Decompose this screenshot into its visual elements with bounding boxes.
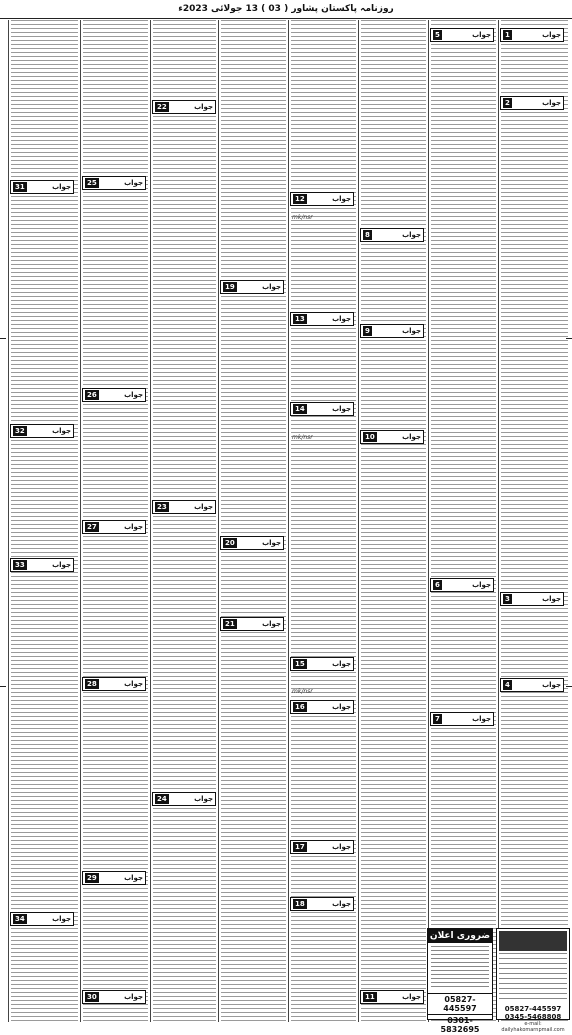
question-number: 32 — [15, 427, 25, 435]
question-box — [82, 176, 146, 190]
question-box — [152, 500, 216, 514]
margin-tick — [566, 686, 572, 687]
question-label: جواب — [194, 503, 213, 511]
question-box — [360, 430, 424, 444]
question-label: جواب — [402, 327, 421, 335]
question-label: جواب — [262, 539, 281, 547]
question-number: 15 — [295, 660, 305, 668]
question-box — [360, 990, 424, 1004]
question-number: 25 — [87, 179, 97, 187]
ad-phone-2: 0301-5832695 — [428, 1014, 492, 1035]
ad-body — [431, 946, 489, 990]
question-label: جواب — [124, 680, 143, 688]
question-label: جواب — [472, 581, 491, 589]
question-label: جواب — [194, 103, 213, 111]
question-label: جواب — [262, 283, 281, 291]
question-box — [10, 558, 74, 572]
column-4 — [288, 20, 358, 1022]
question-label: جواب — [124, 874, 143, 882]
question-label: جواب — [262, 620, 281, 628]
masthead-email: e-mail: dailyhakomarnpmail.com — [501, 1021, 565, 1033]
question-number: 20 — [225, 539, 235, 547]
column-6 — [150, 20, 218, 1022]
question-number: 10 — [365, 433, 375, 441]
question-label: جواب — [402, 231, 421, 239]
question-number: 27 — [87, 523, 97, 531]
question-label: جواب — [332, 660, 351, 668]
question-box — [500, 96, 564, 110]
question-number: 19 — [225, 283, 235, 291]
question-number: 6 — [435, 581, 440, 589]
question-box — [10, 912, 74, 926]
question-box — [152, 792, 216, 806]
question-label: جواب — [124, 523, 143, 531]
question-box — [430, 712, 494, 726]
question-label: جواب — [402, 993, 421, 1001]
question-number: 12 — [295, 195, 305, 203]
question-label: جواب — [52, 183, 71, 191]
masthead-box — [496, 928, 570, 1033]
question-label: جواب — [194, 795, 213, 803]
question-box — [220, 280, 284, 294]
question-label: جواب — [332, 703, 351, 711]
margin-tick — [0, 338, 6, 339]
question-number: 16 — [295, 703, 305, 711]
staff-listing — [499, 953, 567, 1003]
question-box — [360, 228, 424, 242]
question-number: 7 — [435, 715, 440, 723]
question-number: 21 — [225, 620, 235, 628]
question-label: جواب — [542, 595, 561, 603]
masthead-phone-1: 05827-445597 — [504, 1005, 562, 1013]
question-box — [500, 678, 564, 692]
question-label: جواب — [472, 715, 491, 723]
question-number: 28 — [87, 680, 97, 688]
question-label: جواب — [542, 99, 561, 107]
question-label: جواب — [124, 391, 143, 399]
question-number: 22 — [157, 103, 167, 111]
margin-tick — [566, 338, 572, 339]
question-number: 17 — [295, 843, 305, 851]
column-3 — [358, 20, 428, 1022]
column-2 — [428, 20, 498, 1022]
question-number: 18 — [295, 900, 305, 908]
column-5 — [218, 20, 288, 1022]
question-number: 13 — [295, 315, 305, 323]
margin-tick — [0, 686, 6, 687]
question-label: جواب — [52, 915, 71, 923]
question-number: 5 — [435, 31, 440, 39]
question-label: جواب — [124, 993, 143, 1001]
question-number: 26 — [87, 391, 97, 399]
question-label: جواب — [542, 681, 561, 689]
question-label: جواب — [332, 843, 351, 851]
question-box — [430, 578, 494, 592]
question-box — [360, 324, 424, 338]
question-box — [430, 28, 494, 42]
question-box — [500, 592, 564, 606]
question-number: 30 — [87, 993, 97, 1001]
question-box — [220, 617, 284, 631]
question-box — [82, 990, 146, 1004]
masthead-phone-2: 0345-5468808 — [504, 1013, 562, 1021]
question-number: 34 — [15, 915, 25, 923]
question-box — [290, 657, 354, 671]
question-box — [290, 700, 354, 714]
question-box — [10, 424, 74, 438]
question-box — [290, 840, 354, 854]
question-box — [82, 677, 146, 691]
question-number: 9 — [365, 327, 370, 335]
question-number: 1 — [505, 31, 510, 39]
newspaper-logo — [499, 931, 567, 951]
question-box — [82, 388, 146, 402]
question-box — [10, 180, 74, 194]
question-label: جواب — [52, 427, 71, 435]
question-label: جواب — [332, 195, 351, 203]
ad-phone-1: 05827-445597 — [428, 993, 492, 1014]
column-8 — [8, 20, 80, 1022]
question-number: 14 — [295, 405, 305, 413]
question-number: 3 — [505, 595, 510, 603]
question-box — [290, 402, 354, 416]
question-label: جواب — [472, 31, 491, 39]
question-number: 29 — [87, 874, 97, 882]
question-number: 31 — [15, 183, 25, 191]
editor-signature: mk/nsr — [292, 688, 313, 695]
question-box — [290, 897, 354, 911]
question-box — [82, 871, 146, 885]
question-number: 23 — [157, 503, 167, 511]
question-number: 2 — [505, 99, 510, 107]
question-box — [152, 100, 216, 114]
question-box — [290, 192, 354, 206]
question-box — [82, 520, 146, 534]
page-header: روزنامہ پاکستان پشاور ( 03 ) 13 جولائی 2023ء — [0, 0, 572, 19]
question-label: جواب — [124, 179, 143, 187]
editor-signature: mk/nsr — [292, 214, 313, 221]
question-label: جواب — [332, 315, 351, 323]
question-box — [290, 312, 354, 326]
question-label: جواب — [402, 433, 421, 441]
question-number: 8 — [365, 231, 370, 239]
column-1 — [498, 20, 570, 1022]
question-number: 33 — [15, 561, 25, 569]
question-label: جواب — [52, 561, 71, 569]
question-number: 11 — [365, 993, 375, 1001]
question-label: جواب — [332, 405, 351, 413]
ad-title: ضروری اعلان — [429, 931, 491, 941]
question-number: 4 — [505, 681, 510, 689]
question-box — [220, 536, 284, 550]
question-label: جواب — [542, 31, 561, 39]
question-label: جواب — [332, 900, 351, 908]
notice-advertisement — [427, 928, 493, 1034]
question-box — [500, 28, 564, 42]
question-number: 24 — [157, 795, 167, 803]
editor-signature: mk/nsr — [292, 434, 313, 441]
